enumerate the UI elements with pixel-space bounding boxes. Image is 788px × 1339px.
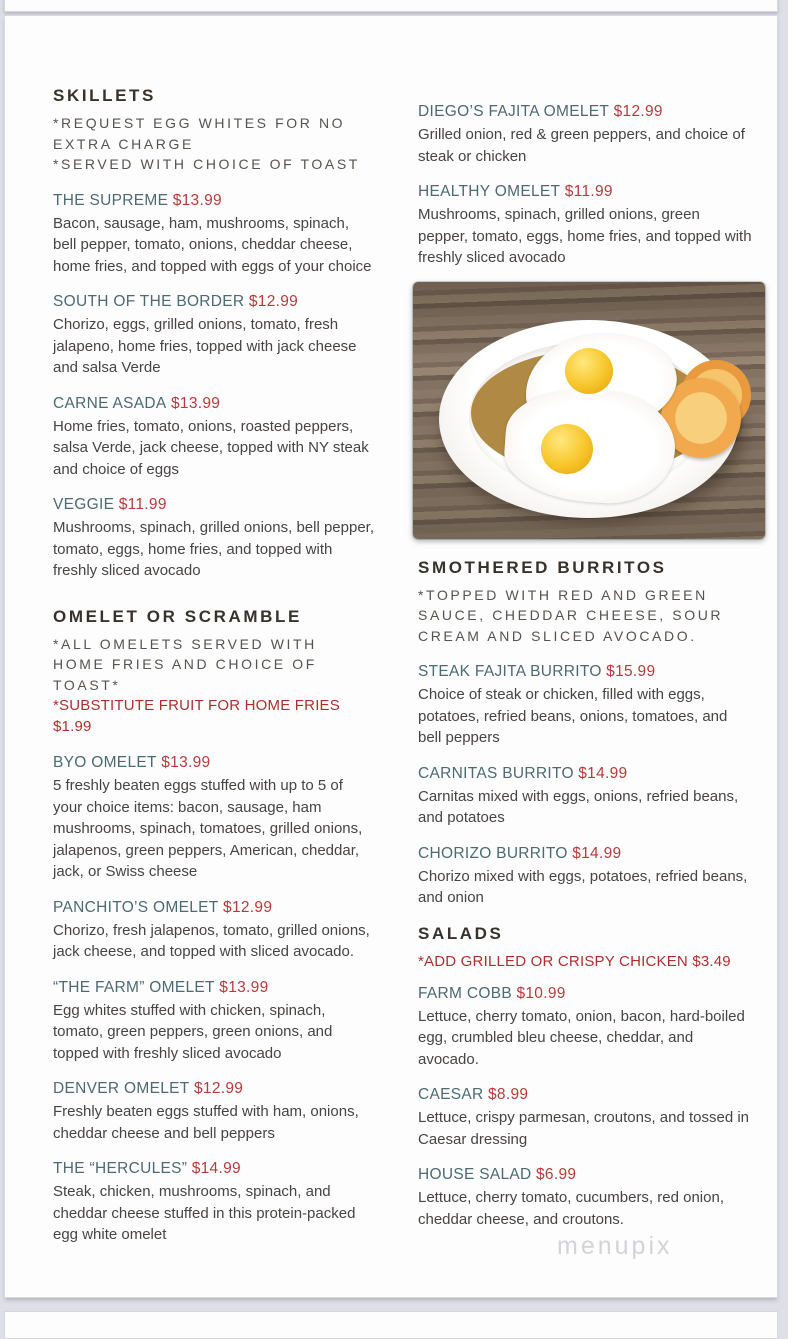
item-head bbox=[418, 660, 754, 683]
item-head bbox=[418, 842, 754, 865]
item-price: $13.99 bbox=[171, 394, 221, 412]
item-head bbox=[53, 1157, 375, 1180]
item-price: $10.99 bbox=[516, 984, 566, 1002]
section-title-omelet: OMELET OR SCRAMBLE bbox=[53, 606, 302, 626]
item-head bbox=[418, 100, 754, 123]
item-head bbox=[53, 976, 375, 999]
item-name: THE “HERCULES” bbox=[53, 1160, 188, 1177]
item-price: $6.99 bbox=[536, 1166, 577, 1183]
item-name: CAESAR bbox=[418, 1086, 484, 1103]
item-head bbox=[53, 1077, 375, 1100]
item-price: $13.99 bbox=[172, 191, 222, 209]
menu-item bbox=[53, 976, 375, 1065]
item-price: $12.99 bbox=[613, 103, 663, 120]
item-desc: Bacon, sausage, ham, mushrooms, spinach, bell pepper, tomato, onions, cheddar cheese, home fries, and topped with eggs of your choice bbox=[53, 214, 372, 275]
item-desc: 5 freshly beaten eggs stuffed with up to 5 of your choice items: bacon, sausage, ham mushrooms, spinach, tomatoes, grilled onions, jalapenos, green peppers, American, cheddar, jack, or Swiss cheese bbox=[53, 777, 363, 880]
item-head bbox=[418, 1163, 754, 1186]
item-head bbox=[53, 189, 375, 212]
item-desc: Egg whites stuffed with chicken, spinach, tomato, green peppers, green onions, and topped with freshly sliced avocado bbox=[53, 1001, 333, 1062]
menu-item bbox=[418, 100, 754, 167]
menu-item bbox=[53, 392, 375, 481]
item-head bbox=[418, 1083, 754, 1106]
item-price: $13.99 bbox=[161, 754, 211, 771]
item-desc: Chorizo, fresh jalapenos, tomato, grilled onions, jack cheese, and topped with sliced avocado. bbox=[53, 921, 370, 960]
item-price: $8.99 bbox=[488, 1086, 529, 1103]
item-name: FARM COBB bbox=[418, 984, 512, 1002]
item-name: PANCHITO’S OMELET bbox=[53, 898, 219, 916]
menu-column-left bbox=[53, 85, 375, 1259]
item-name: DENVER OMELET bbox=[53, 1080, 190, 1097]
menupix-watermark: menupix bbox=[557, 1232, 673, 1260]
item-desc: Home fries, tomato, onions, roasted peppers, salsa Verde, jack cheese, topped with NY steak and choice of eggs bbox=[53, 417, 369, 478]
section-title-burritos: SMOTHERED BURRITOS bbox=[418, 557, 667, 577]
menu-item bbox=[418, 660, 754, 749]
item-name: DIEGO’S FAJITA OMELET bbox=[418, 103, 610, 120]
item-head bbox=[53, 392, 375, 415]
section-note-red: *SUBSTITUTE FRUIT FOR HOME FRIES $1.99 bbox=[53, 697, 340, 735]
section-note-red: *ADD GRILLED OR CRISPY CHICKEN $3.49 bbox=[418, 952, 731, 970]
item-price: $12.99 bbox=[194, 1080, 244, 1097]
item-name: SOUTH OF THE BORDER bbox=[53, 293, 245, 310]
item-desc: Freshly beaten eggs stuffed with ham, onions, cheddar cheese and bell peppers bbox=[53, 1103, 359, 1142]
item-name: CARNE ASADA bbox=[53, 394, 167, 412]
item-price: $11.99 bbox=[564, 183, 613, 200]
menu-item bbox=[53, 189, 375, 278]
item-name: HEALTHY OMELET bbox=[418, 183, 561, 200]
menu-item bbox=[418, 1083, 754, 1150]
item-head bbox=[418, 762, 754, 785]
item-desc: Mushrooms, spinach, grilled onions, green pepper, tomato, eggs, home fries, and topped with freshly sliced avocado bbox=[418, 206, 752, 266]
item-name: STEAK FAJITA BURRITO bbox=[418, 663, 602, 680]
section-note: *REQUEST EGG WHITES FOR NO EXTRA CHARGE bbox=[53, 115, 346, 152]
item-price: $11.99 bbox=[118, 496, 167, 513]
section-title-skillets: SKILLETS bbox=[53, 86, 156, 105]
egg-yolk-icon bbox=[565, 348, 613, 394]
menu-item bbox=[418, 1163, 754, 1230]
item-desc: Chorizo mixed with eggs, potatoes, refried beans, and onion bbox=[418, 867, 748, 906]
previous-page-edge bbox=[4, 0, 778, 12]
menu-item bbox=[53, 290, 375, 379]
item-name: CHORIZO BURRITO bbox=[418, 844, 568, 862]
menu-item bbox=[418, 762, 754, 829]
menu-item bbox=[53, 751, 375, 883]
item-head bbox=[53, 493, 375, 516]
item-desc: Grilled onion, red & green peppers, and choice of steak or chicken bbox=[418, 126, 745, 165]
item-price: $14.99 bbox=[578, 764, 628, 782]
item-head bbox=[53, 290, 375, 313]
menu-item bbox=[53, 493, 375, 582]
item-name: THE SUPREME bbox=[53, 191, 169, 209]
item-price: $12.99 bbox=[248, 293, 299, 310]
item-desc: Lettuce, crispy parmesan, croutons, and tossed in Caesar dressing bbox=[418, 1109, 750, 1148]
menu-item bbox=[418, 982, 754, 1071]
item-desc: Choice of steak or chicken, filled with eggs, potatoes, refried beans, onions, tomatoes, and bell peppers bbox=[418, 686, 728, 746]
item-price: $15.99 bbox=[606, 663, 656, 680]
dish-photo bbox=[413, 282, 765, 539]
item-name: VEGGIE bbox=[53, 496, 115, 513]
item-name: “THE FARM” OMELET bbox=[53, 978, 215, 996]
section-note: *SERVED WITH CHOICE OF TOAST bbox=[53, 156, 360, 172]
item-desc: Lettuce, cherry tomato, onion, bacon, hard-boiled egg, crumbled bleu cheese, cheddar, and avocado. bbox=[418, 1007, 745, 1068]
item-desc: Mushrooms, spinach, grilled onions, bell pepper, tomato, eggs, home fries, and topped with freshly sliced avocado bbox=[53, 519, 375, 579]
menu-item bbox=[418, 842, 754, 909]
item-name: CARNITAS BURRITO bbox=[418, 764, 574, 782]
section-title-salads: SALADS bbox=[418, 923, 504, 943]
item-head bbox=[418, 180, 754, 203]
next-page-edge bbox=[4, 1311, 778, 1339]
item-desc: Carnitas mixed with eggs, onions, refried beans, and potatoes bbox=[418, 787, 739, 826]
item-price: $14.99 bbox=[572, 844, 622, 862]
item-head bbox=[53, 896, 375, 919]
item-price: $14.99 bbox=[191, 1160, 241, 1177]
item-price: $13.99 bbox=[219, 978, 269, 996]
menu-column-right bbox=[418, 100, 754, 1243]
section-note: *ALL OMELETS SERVED WITH HOME FRIES AND CHOICE OF TOAST* bbox=[53, 635, 317, 693]
item-desc: Chorizo, eggs, grilled onions, tomato, fresh jalapeno, home fries, topped with jack cheese and salsa Verde bbox=[53, 316, 357, 376]
menu-item bbox=[53, 1077, 375, 1144]
item-name: HOUSE SALAD bbox=[418, 1166, 532, 1183]
menu-page bbox=[4, 15, 778, 1298]
menu-item bbox=[418, 180, 754, 269]
menu-item bbox=[53, 1157, 375, 1246]
item-price: $12.99 bbox=[223, 898, 273, 916]
menu-item bbox=[53, 896, 375, 963]
item-desc: Steak, chicken, mushrooms, spinach, and cheddar cheese stuffed in this protein-packed egg white omelet bbox=[53, 1183, 356, 1243]
item-head bbox=[418, 982, 754, 1005]
section-note: *TOPPED WITH RED AND GREEN SAUCE, CHEDDAR CHEESE, SOUR CREAM AND SLICED AVOCADO. bbox=[418, 586, 724, 644]
item-head bbox=[53, 751, 375, 774]
egg-yolk-icon bbox=[541, 424, 593, 474]
item-desc: Lettuce, cherry tomato, cucumbers, red onion, cheddar cheese, and croutons. bbox=[418, 1189, 724, 1228]
item-name: BYO OMELET bbox=[53, 754, 157, 771]
